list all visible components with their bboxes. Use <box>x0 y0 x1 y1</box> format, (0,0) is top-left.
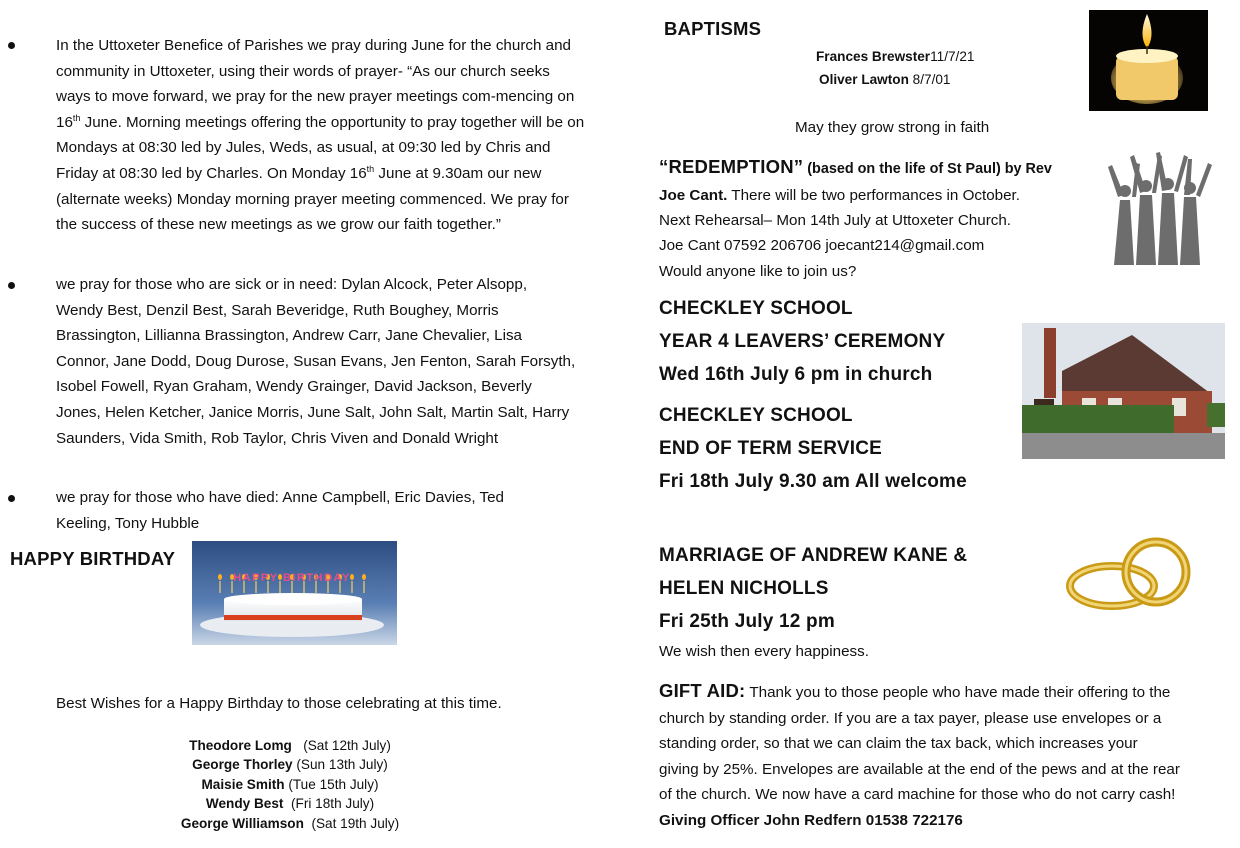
list-item <box>120 814 460 834</box>
redemption-author: Joe Cant. <box>659 187 728 204</box>
marriage-line2: HELEN NICHOLLS <box>659 578 829 599</box>
baptism-blessing: May they grow strong in faith <box>795 119 990 136</box>
birthday-wishes: Best Wishes for a Happy Birthday to those celebrating at this time. <box>56 695 502 712</box>
birthday-name: George Williamson <box>180 816 304 831</box>
prayer-text-part: June. Morning meetings offering the opportunity to pray together will be on Mondays at 08:30 led by Jules, Weds, as usual, at 09:30 led by Chris and Friday at 08:30 led by Charles. On Monday 16 <box>56 113 585 182</box>
baptism-entry <box>816 49 974 64</box>
gift-aid-line: giving by 25%. Envelopes are available at the end of the pews and at the rear <box>659 761 1180 778</box>
list-item <box>120 755 460 775</box>
list-item <box>120 775 460 795</box>
superscript: th <box>366 163 375 174</box>
baptism-name: Oliver Lawton <box>819 72 909 87</box>
gift-aid-line: standing order, so that we can claim the tax back, which increases your <box>659 735 1138 752</box>
gift-aid-line: of the church. We now have a card machine for those who do not carry cash! <box>659 786 1176 803</box>
redemption-title: “REDEMPTION” <box>659 156 804 177</box>
school-image <box>1022 323 1225 459</box>
checkley-leavers-line3: Wed 16th July 6 pm in church <box>659 364 933 385</box>
redemption-contact: Joe Cant 07592 206706 joecant214@gmail.com <box>659 237 985 254</box>
superscript: th <box>72 112 81 123</box>
baptism-date: 8/7/01 <box>912 72 951 87</box>
birthday-name: Maisie Smith <box>201 777 285 792</box>
gift-aid-heading: GIFT AID: <box>659 680 746 701</box>
birthday-date: (Sat 12th July) <box>303 738 391 753</box>
checkley-term-line2: END OF TERM SERVICE <box>659 438 883 459</box>
choir-image <box>1100 145 1220 270</box>
giving-officer: Giving Officer John Redfern 01538 722176 <box>659 812 963 829</box>
list-item <box>120 794 460 814</box>
birthday-date: (Sun 13th July) <box>296 757 388 772</box>
birthday-name: Wendy Best <box>205 796 284 811</box>
checkley-leavers-line1: CHECKLEY SCHOOL <box>659 298 853 319</box>
wedding-rings-image <box>1060 528 1205 623</box>
birthday-date: (Tue 15th July) <box>288 777 379 792</box>
cake-candle-letters: HAPPY BIRTHDAY <box>233 572 351 584</box>
birthday-date: (Fri 18th July) <box>291 796 375 811</box>
birthday-name: George Thorley <box>192 757 293 772</box>
redemption-line <box>659 183 1020 208</box>
list-item <box>120 736 460 756</box>
bullet-dot <box>8 42 15 49</box>
redemption-subtitle: (based on the life of St Paul) by Rev <box>803 161 1052 177</box>
baptism-name: Frances Brewster <box>816 49 931 64</box>
marriage-line1: MARRIAGE OF ANDREW KANE & <box>659 545 968 566</box>
birthday-cake-image <box>192 541 397 645</box>
gift-aid-text: Thank you to those people who have made their offering to the <box>745 684 1171 701</box>
redemption-invite: Would anyone like to join us? <box>659 263 857 280</box>
checkley-term-line1: CHECKLEY SCHOOL <box>659 405 853 426</box>
gift-aid-line: church by standing order. If you are a tax payer, please use envelopes or a <box>659 710 1162 727</box>
checkley-leavers-line2: YEAR 4 LEAVERS’ CEREMONY <box>659 331 946 352</box>
bullet-dot <box>8 495 15 502</box>
gift-aid-line <box>659 678 1170 705</box>
baptisms-heading: BAPTISMS <box>664 18 762 39</box>
redemption-title-line <box>659 154 1052 182</box>
bullet-dot <box>8 282 15 289</box>
candle-image <box>1089 10 1208 111</box>
checkley-term-line3: Fri 18th July 9.30 am All welcome <box>659 471 967 492</box>
marriage-wish: We wish then every happiness. <box>659 643 869 660</box>
redemption-rehearsal: Next Rehearsal– Mon 14th July at Uttoxeter Church. <box>659 212 1012 229</box>
prayer-sick-paragraph: we pray for those who are sick or in need: Dylan Alcock, Peter Alsopp, Wendy Best, Denzil Best, Sarah Beveridge, Ruth Boughey, Morris Brassington, Lillianna Brassington, Andrew Carr, Jane Chevalier, Lisa Connor, Jane Dodd, Doug Durose, Susan Evans, Jen Fenton, Sarah Forsyth, Isobel Fowell, Ryan Graham, Wendy Grainger, David Jackson, Beverly Jones, Helen Ketcher, Janice Morris, June Salt, John Salt, Martin Salt, Harry Saunders, Vida Smith, Rob Taylor, Chris Viven and Donald Wright <box>56 276 576 447</box>
birthday-heading: HAPPY BIRTHDAY <box>10 548 176 569</box>
prayer-text-part: In the Uttoxeter Benefice of Parishes we pray during June for the church and community in Uttoxeter, using their words of prayer- “As our church seeks ways to move forward, we pray for the new prayer meetings com-mencing on 16 <box>56 37 575 131</box>
birthday-date: (Sat 19th July) <box>311 816 400 831</box>
prayer-text-part: June at 9.30am our new (alternate weeks) Monday morning prayer meeting commenced. We pray for the success of these new meetings as we grow our faith together.” <box>56 164 569 234</box>
birthday-name: Theodore Lomg <box>189 738 292 753</box>
baptism-entry <box>819 72 950 87</box>
redemption-text: There will be two performances in October. <box>727 187 1020 204</box>
marriage-line3: Fri 25th July 12 pm <box>659 611 835 632</box>
prayer-died-paragraph: we pray for those who have died: Anne Campbell, Eric Davies, Ted Keeling, Tony Hubble <box>56 489 504 532</box>
baptism-date: 11/7/21 <box>930 49 975 64</box>
prayer-uttoxeter-paragraph <box>56 33 586 238</box>
